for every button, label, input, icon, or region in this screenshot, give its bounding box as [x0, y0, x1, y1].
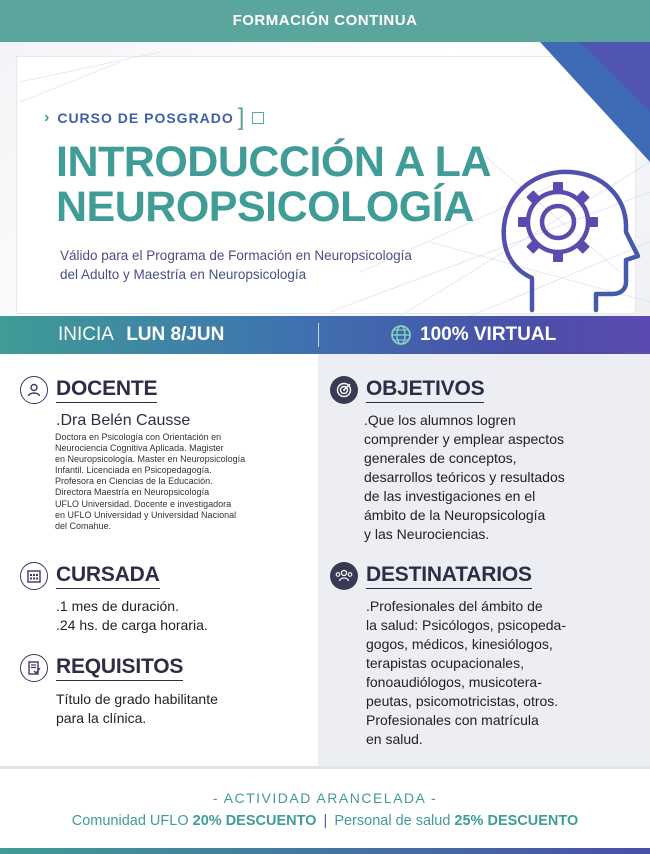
- discount-line: [0, 813, 650, 829]
- objetivos-line: .Que los alumnos logren: [364, 412, 516, 428]
- destinatarios-line: gogos, médicos, kinesiólogos,: [366, 636, 553, 652]
- cursada-line: .24 hs. de carga horaria.: [56, 617, 208, 633]
- course-kicker-label: CURSO DE POSGRADO: [57, 110, 234, 126]
- destinatarios-line: fonoaudiólogos, musicotera-: [366, 674, 542, 690]
- course-subtitle: [60, 246, 480, 284]
- requisitos-title: REQUISITOS: [56, 655, 183, 681]
- cursada-text: [56, 597, 208, 635]
- course-title-line-2: NEUROPSICOLOGÍA: [56, 183, 474, 231]
- cursada-header: [20, 562, 160, 590]
- bio-line: en Neuropsicología. Master en Neuropsicología: [55, 454, 246, 465]
- bio-line: Neurociencia Cognitiva Aplicada. Magister: [55, 443, 224, 454]
- destinatarios-line: la salud: Psicólogos, psicopeda-: [366, 617, 567, 633]
- bio-line: Infantil. Licenciada en Psicopedagogía.: [55, 465, 212, 476]
- bio-line: en UFLO Universidad y Universidad Nacional: [55, 509, 237, 520]
- cursada-line: .1 mes de duración.: [56, 598, 179, 614]
- top-banner: [0, 0, 650, 42]
- destinatarios-line: Profesionales con matrícula: [366, 712, 539, 728]
- subtitle-line-2: del Adulto y Maestría en Neuropsicología: [60, 267, 307, 282]
- start-date-value: LUN 8/JUN: [126, 324, 225, 345]
- bio-line: Directora Maestría en Neuropsicología: [55, 487, 210, 498]
- discount-separator: |: [323, 813, 328, 829]
- objetivos-line: generales de conceptos,: [364, 450, 517, 466]
- discount-2-prefix: Personal de salud: [334, 813, 455, 829]
- requisitos-line: para la clínica.: [56, 710, 147, 726]
- top-banner-label: FORMACIÓN CONTINUA: [232, 12, 418, 29]
- destinatarios-line: en salud.: [366, 731, 423, 747]
- teacher-name: .Dra Belén Causse: [56, 412, 191, 429]
- destinatarios-line: .Profesionales del ámbito de: [366, 598, 543, 614]
- start-date: [58, 316, 224, 354]
- discount-1-prefix: Comunidad UFLO: [71, 813, 193, 829]
- destinatarios-line: peutas, psicomotricistas, otros.: [366, 693, 559, 709]
- square-decoration: [252, 112, 264, 124]
- requisitos-header: [20, 654, 183, 682]
- requisitos-text: [56, 690, 218, 728]
- document-check-icon: [20, 654, 48, 682]
- bio-line: del Comahue.: [55, 520, 112, 531]
- course-title: [56, 140, 516, 230]
- destinatarios-text: [366, 597, 566, 749]
- modality-label: 100% VIRTUAL: [420, 324, 557, 345]
- bio-line: Profesora en Ciencias de la Educación.: [55, 476, 213, 487]
- objetivos-line: comprender y emplear aspectos: [364, 431, 564, 447]
- objetivos-line: y las Neurociencias.: [364, 526, 490, 542]
- cursada-title: CURSADA: [56, 563, 160, 589]
- destinatarios-title: DESTINATARIOS: [366, 563, 532, 589]
- destinatarios-header: [330, 562, 532, 590]
- objetivos-line: de las investigaciones en el: [364, 488, 536, 504]
- objetivos-title: OBJETIVOS: [366, 377, 484, 403]
- calendar-icon: [20, 562, 48, 590]
- teacher-bio: [55, 432, 305, 532]
- objetivos-line: desarrollos teóricos y resultados: [364, 469, 565, 485]
- start-bar: [0, 316, 650, 354]
- course-kicker: [44, 104, 264, 131]
- objetivos-text: [364, 411, 565, 544]
- start-bar-divider: [318, 323, 319, 347]
- discount-2-value: 25% DESCUENTO: [454, 813, 579, 829]
- discount-1-value: 20% DESCUENTO: [192, 813, 317, 829]
- destinatarios-line: terapistas ocupacionales,: [366, 655, 524, 671]
- target-icon: [330, 376, 358, 404]
- globe-icon: [390, 324, 412, 346]
- user-icon: [20, 376, 48, 404]
- start-label: INICIA: [58, 324, 113, 345]
- footer-bar: [0, 848, 650, 854]
- group-icon: [330, 562, 358, 590]
- objetivos-header: [330, 376, 484, 404]
- chevron-right-icon: ›: [44, 109, 50, 126]
- docente-header: [20, 376, 157, 404]
- modality: [390, 316, 556, 354]
- bio-line: Doctora en Psicología con Orientación en: [55, 432, 222, 442]
- activity-label: - ACTIVIDAD ARANCELADA -: [212, 790, 438, 806]
- bio-line: UFLO Universidad. Docente e investigadora: [55, 498, 232, 509]
- docente-title: DOCENTE: [56, 377, 157, 403]
- footer-divider: [0, 766, 650, 769]
- course-title-line-1: INTRODUCCIÓN A LA: [56, 138, 492, 186]
- head-gear-icon: [492, 160, 642, 315]
- objetivos-line: ámbito de la Neuropsicología: [364, 507, 546, 523]
- bracket-decoration: ]: [237, 104, 245, 131]
- subtitle-line-1: Válido para el Programa de Formación en Neuropsicología: [60, 248, 412, 263]
- requisitos-line: Título de grado habilitante: [56, 691, 218, 707]
